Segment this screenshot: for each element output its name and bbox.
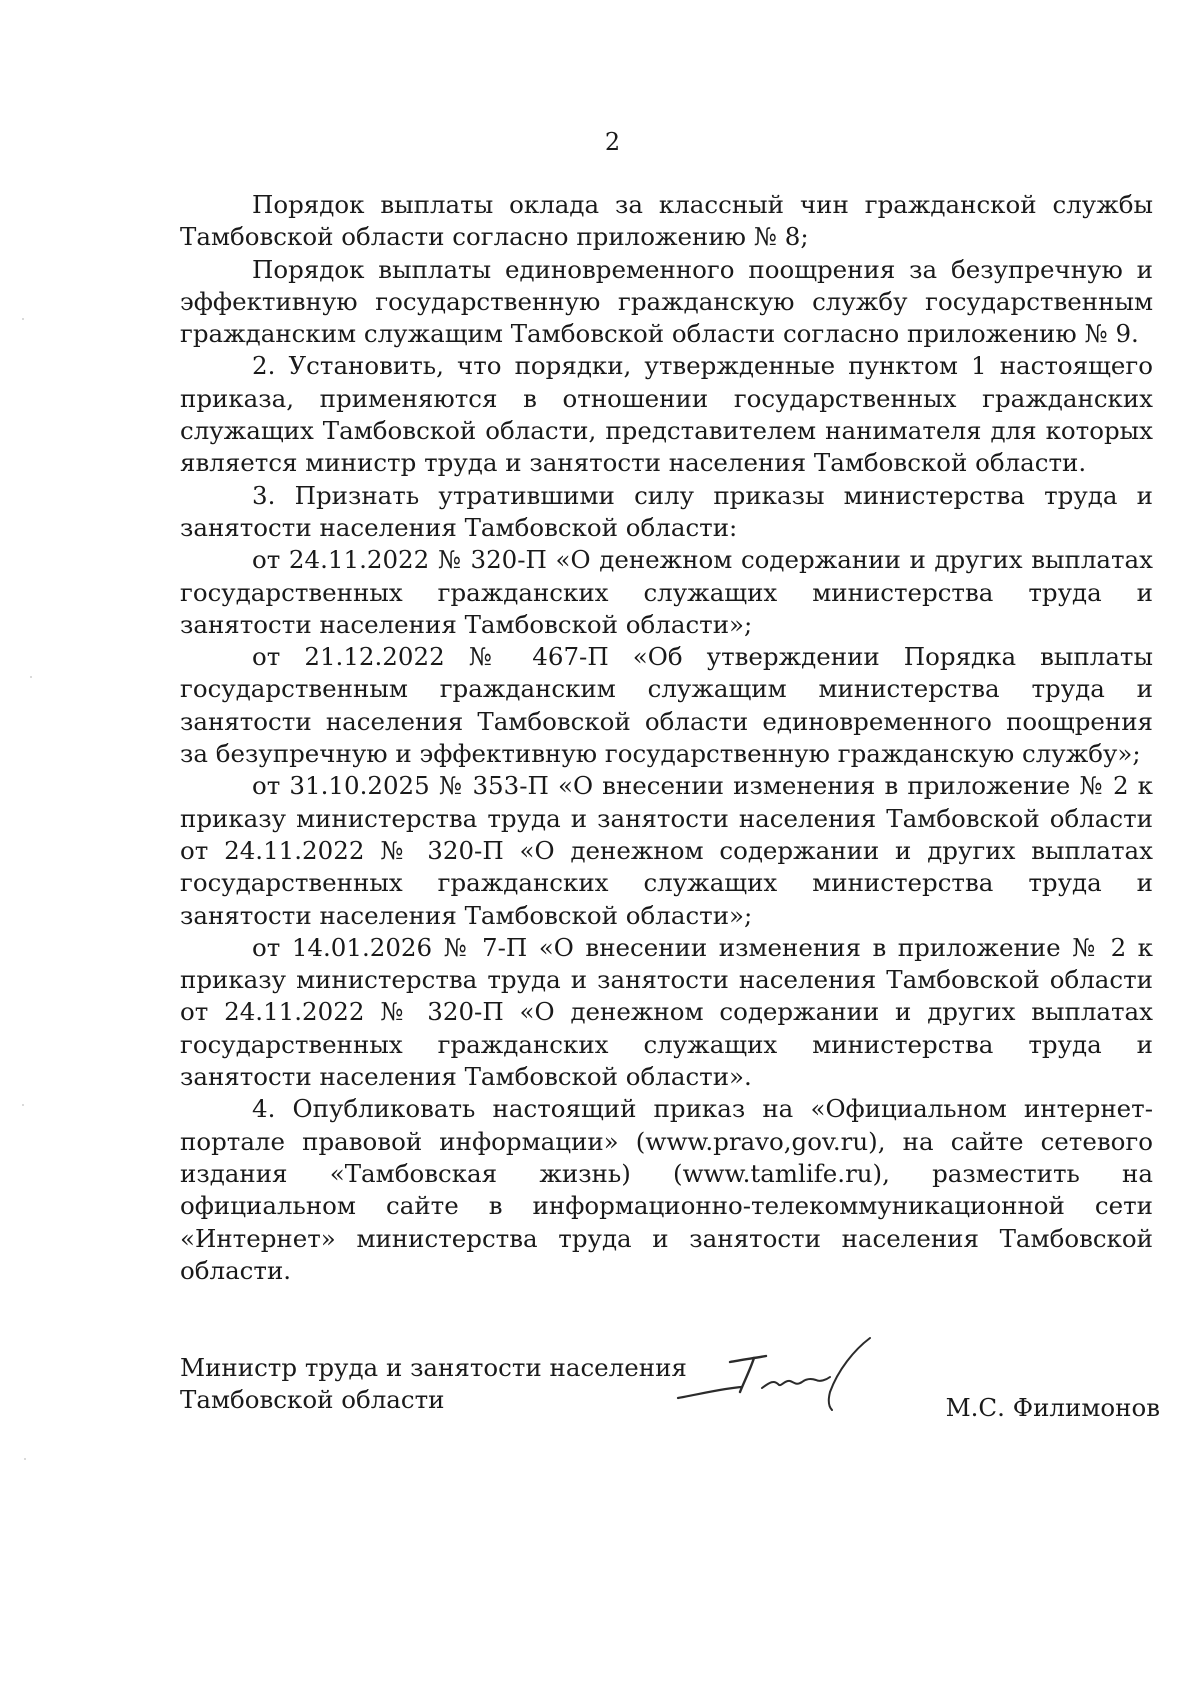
page-number: 2 — [604, 128, 621, 156]
signature-block — [180, 1352, 1160, 1442]
signatory-name: М.С. Филимонов — [945, 1393, 1160, 1422]
paragraph-repealed-order-320: от 24.11.2022 № 320-П «О денежном содержании и других выплатах государственных гражданских служащих министерства труда и занятости населения Тамбовской области»; — [180, 545, 1153, 639]
scan-artifact — [22, 318, 24, 320]
signatory-title-line-1: Министр труда и занятости населения — [180, 1353, 687, 1382]
paragraph-repealed-order-7: от 14.01.2026 № 7-П «О внесении изменения в приложение № 2 к приказу министерства труда и занятости населения Тамбовской области от 24.11.2022 № 320-П «О денежном содержании и других выплатах государственных гражданских служащих министерства труда и занятости населения Тамбовской области». — [180, 932, 1153, 1092]
paragraph-repealed-order-467: от 21.12.2022 № 467-П «Об утверждении Порядка выплаты государственным гражданским служащим министерства труда и занятости населения Тамбовской области единовременного поощрения за безупречную и эффективную государственную гражданскую службу»; — [180, 642, 1153, 769]
handwritten-signature — [670, 1330, 900, 1430]
signatory-title — [180, 1352, 687, 1416]
scan-artifact — [30, 676, 32, 678]
paragraph-order-classified-rank: Порядок выплаты оклада за классный чин гражданской службы Тамбовской области согласно приложению № 8; — [180, 190, 1153, 252]
paragraph-repealed-order-353: от 31.10.2025 № 353-П «О внесении изменения в приложение № 2 к приказу министерства труда и занятости населения Тамбовской области от 24.11.2022 № 320-П «О денежном содержании и других выплатах государственных гражданских служащих министерства труда и занятости населения Тамбовской области»; — [180, 771, 1153, 930]
document-body — [180, 189, 1153, 1287]
scan-artifact — [22, 1104, 24, 1106]
paragraph-item-2: 2. Установить, что порядки, утвержденные пунктом 1 настоящего приказа, применяются в отношении государственных гражданских служащих Тамбовской области, представителем нанимателя для которых является министр труда и занятости населения Тамбовской области. — [180, 351, 1153, 478]
signatory-title-line-2: Тамбовской области — [180, 1385, 445, 1414]
paragraph-item-3: 3. Признать утратившими силу приказы министерства труда и занятости населения Тамбовской области: — [180, 480, 1153, 542]
scan-artifact — [24, 1458, 26, 1460]
paragraph-order-one-time-bonus: Порядок выплаты единовременного поощрения за безупречную и эффективную государственную гражданскую службу государственным гражданским служащим Тамбовской области согласно приложению № 9. — [180, 254, 1153, 349]
paragraph-item-4: 4. Опубликовать настоящий приказ на «Официальном интернет-портале правовой информации» (www.pravo,gov.ru), на сайте сетевого издания «Тамбовская жизнь) (www.tamlife.ru), разместить на официальном сайте в информационно-телекоммуникационной сети «Интернет» министерства труда и занятости населения Тамбовской области. — [180, 1094, 1153, 1285]
